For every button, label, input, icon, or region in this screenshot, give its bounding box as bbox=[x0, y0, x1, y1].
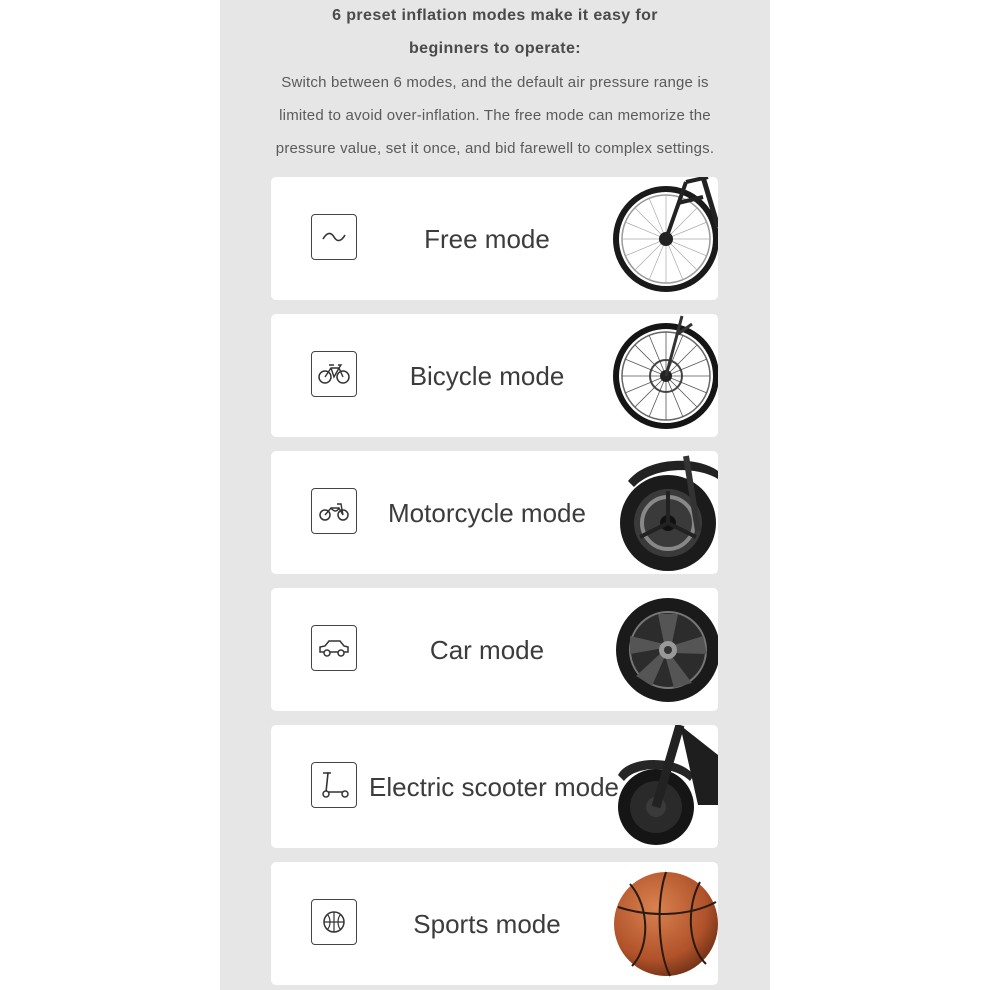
content-panel bbox=[220, 0, 770, 990]
mode-label: Bicycle mode bbox=[409, 360, 565, 391]
bicycle-icon bbox=[311, 351, 357, 397]
mode-label: Car mode bbox=[429, 634, 545, 665]
motorcycle-wheel-image bbox=[608, 451, 718, 574]
basketball-image bbox=[608, 862, 718, 985]
description-line-1: Switch between 6 modes, and the default air pressure range is bbox=[281, 74, 709, 91]
basketball-icon bbox=[311, 899, 357, 945]
description-line-2: limited to avoid over-inflation. The free mode can memorize the bbox=[279, 107, 711, 124]
mode-label: Free mode bbox=[424, 223, 550, 254]
mode-label: Electric scooter mode bbox=[369, 771, 619, 802]
mode-card-sports[interactable] bbox=[271, 862, 718, 985]
description-line-3: pressure value, set it once, and bid farewell to complex settings. bbox=[275, 140, 715, 157]
car-wheel-image bbox=[608, 588, 718, 711]
car-icon bbox=[311, 625, 357, 671]
bicycle-wheel-image bbox=[608, 177, 718, 300]
wave-icon bbox=[311, 214, 357, 260]
bicycle-disc-wheel-image bbox=[608, 314, 718, 437]
mode-card-bicycle[interactable] bbox=[271, 314, 718, 437]
heading-line-2: beginners to operate: bbox=[409, 40, 581, 57]
scooter-wheel-image bbox=[608, 725, 718, 848]
mode-label: Sports mode bbox=[413, 908, 561, 939]
heading-line-1: 6 preset inflation modes make it easy for bbox=[332, 7, 658, 24]
mode-card-electric-scooter[interactable] bbox=[271, 725, 718, 848]
mode-card-motorcycle[interactable] bbox=[271, 451, 718, 574]
motorcycle-icon bbox=[311, 488, 357, 534]
mode-card-free[interactable] bbox=[271, 177, 718, 300]
mode-card-car[interactable] bbox=[271, 588, 718, 711]
mode-label: Motorcycle mode bbox=[388, 497, 586, 528]
